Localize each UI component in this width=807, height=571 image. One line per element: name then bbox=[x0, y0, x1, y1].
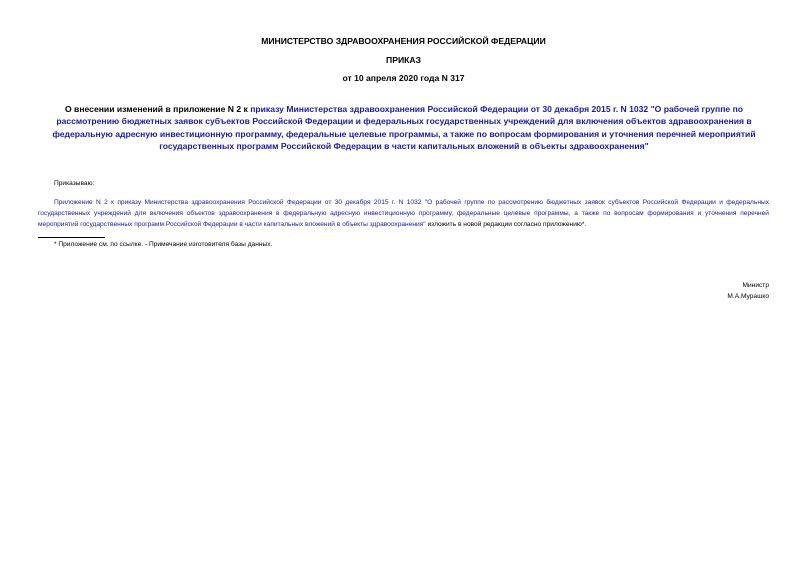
order-paragraph-link[interactable]: Приложение N 2 к приказу Министерства здравоохранения Российской Федерации от 30 декабря 2015 г. N 1032 "О рабочей группе по рассмотрению бюджетных заявок субъектов Российской Федерации и федеральных государственных учреждений для включения объектов здравоохранения в федеральную адресную инвестиционную программу, федеральные целевые программы, а также по вопросам формирования и уточнения перечней мероприятий государственных программ Российской Федерации в части капитальных вложений в объекты здравоохранения" bbox=[38, 199, 769, 228]
footnote-divider bbox=[38, 237, 105, 238]
order-paragraph-tail: изложить в новой редакции согласно приложению*. bbox=[425, 221, 587, 228]
order-paragraph bbox=[38, 197, 769, 230]
footnote-text: * Приложение см. по ссылке. - Примечание изготовителя базы данных. bbox=[54, 241, 273, 248]
title-order-link[interactable]: приказу Министерства здравоохранения Российской Федерации от 30 декабря 2015 г. N 1032 "О рабочей группе по рассмотрению бюджетных заявок субъектов Российской Федерации и федеральных государственных учреждений для включения объектов здравоохранения в федеральную адресную инвестиционную программу, федеральные целевые программы, а также по вопросам формирования и уточнения перечней мероприятий государственных программ Российской Федерации в части капитальных вложений в объекты здравоохранения" bbox=[52, 104, 756, 152]
document-type-heading: ПРИКАЗ bbox=[386, 55, 421, 65]
document-title bbox=[34, 103, 774, 153]
ministry-heading: МИНИСТЕРСТВО ЗДРАВООХРАНЕНИЯ РОССИЙСКОЙ ФЕДЕРАЦИИ bbox=[261, 36, 546, 46]
signature-post: Министр bbox=[742, 282, 769, 289]
title-text: О внесении изменений в приложение N 2 к bbox=[64, 104, 251, 114]
order-word: Приказываю: bbox=[54, 180, 95, 187]
signature-name: М.А.Мурашко bbox=[727, 293, 769, 300]
document-date-number: от 10 апреля 2020 года N 317 bbox=[342, 73, 465, 83]
